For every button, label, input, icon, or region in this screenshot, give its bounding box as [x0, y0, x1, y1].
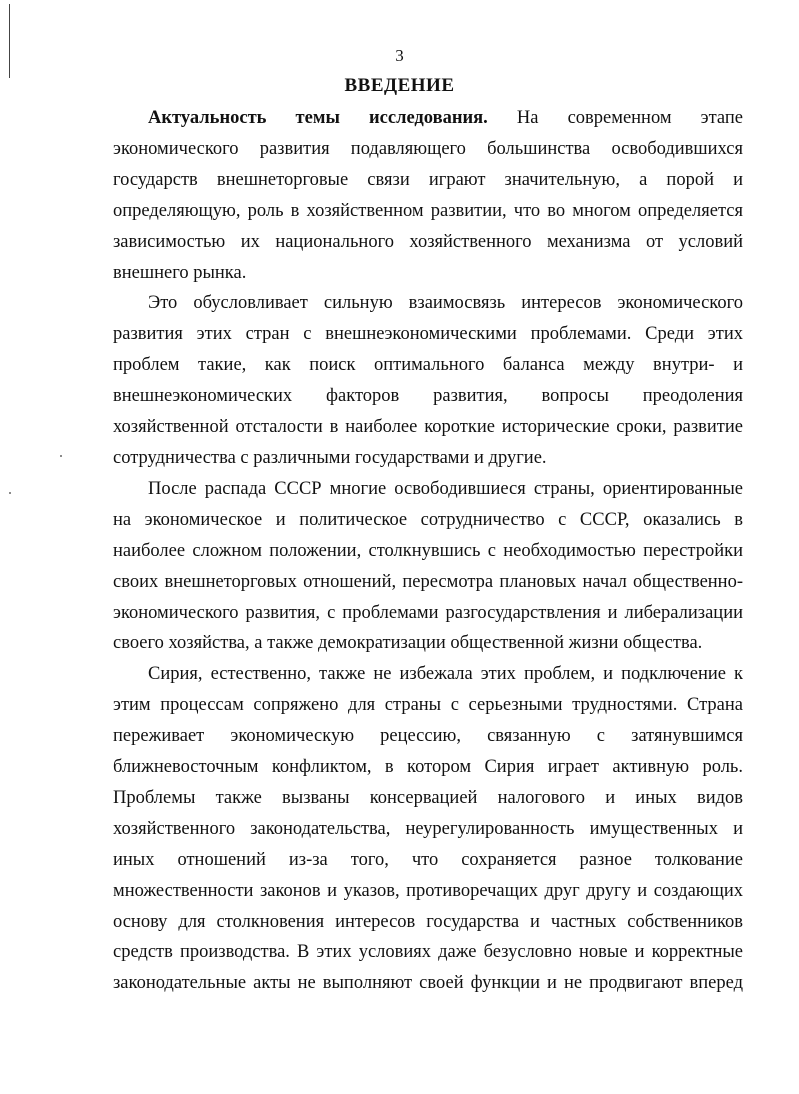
scan-speck	[60, 455, 62, 457]
paragraph: Это обусловливает сильную взаимосвязь интересов экономического развития этих стран с внешнеэкономическими проблемами. Среди этих проблем такие, как поиск оптимального баланса между внутри- и внешнеэкономических факторов развития, вопросы преодоления хозяйственной отсталости в наиболее короткие исторические сроки, развитие сотрудничества с различными государствами и другие.	[113, 293, 743, 468]
paragraph: После распада СССР многие освободившиеся страны, ориентированные на экономическое и политическое сотрудничество с СССР, оказались в наиболее сложном положении, столкнувшись с необходимостью перестройки своих внешнеторговых отношений, пересмотра плановых начал общественно-экономического развития, с проблемами разгосударствления и либерализации своего хозяйства, а также демократизации общественной жизни общества.	[113, 478, 743, 654]
paragraph-text: На современном этапе экономического развития подавляющего большинства освободившихся государств внешнеторговые связи играют значительную, а порой и определяющую, роль в хозяйственном развитии, что во многом определяется зависимостью их национального хозяйственного механизма от условий внешнего рынка.	[113, 108, 744, 283]
paragraph: Сирия, естественно, также не избежала этих проблем, и подключение к этим процессам сопряжено для страны с серьезными трудностями. Страна переживает экономическую рецессию, связанную с затянувшимся ближневосточным конфликтом, в котором Сирия играет активную роль. Проблемы также вызваны консервацией налогового и иных видов хозяйственного законодательства, неурегулированность имущественных и иных отношений из-за того, что сохраняется разное толкование множественности законов и указов, противоречащих друг другу и создающих основу для столкновения интересов государства и частных собственников средств производства. В этих условиях даже безусловно новые и корректные законодательные акты не выполняют своей функции и не продвигают вперед	[113, 664, 743, 994]
paragraph-relevance	[113, 103, 743, 288]
body-text	[113, 103, 743, 999]
scan-speck	[9, 492, 11, 494]
section-heading: ВВЕДЕНИЕ	[344, 75, 455, 96]
scan-edge-mark	[9, 4, 10, 78]
page-number: 3	[395, 46, 404, 65]
paragraph-lead: Актуальность темы исследования.	[148, 108, 488, 128]
